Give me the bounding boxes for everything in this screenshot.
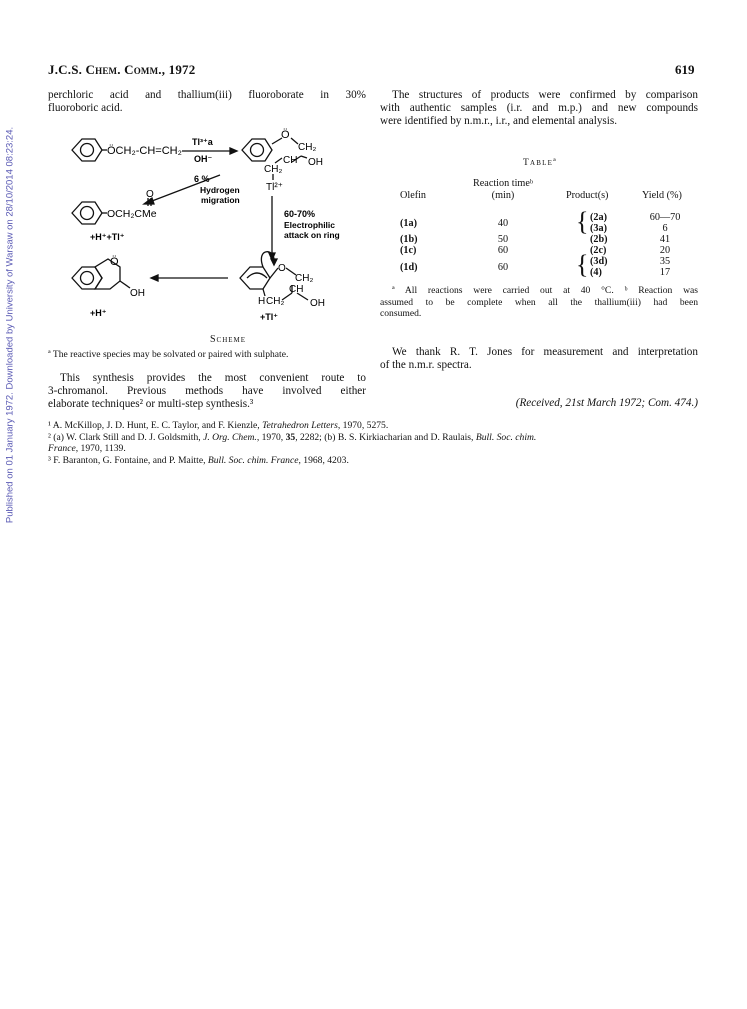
brace-1a: { — [576, 207, 589, 236]
table-note-line-2: assumed to be complete when all the thallium(iii) had been — [380, 296, 698, 308]
electrophilic-label: Electrophilic — [284, 220, 336, 230]
row-product-4: (4) — [590, 267, 602, 278]
table-title: Tableª — [523, 158, 557, 168]
cyclic-ch-label: CH — [289, 284, 304, 295]
reference-3 — [48, 455, 700, 467]
download-side-note-text: Published on 01 January 1972. Downloaded by University of Warsaw on 28/10/2014 08:23:24. — [4, 126, 16, 524]
row-olefin-1a: (1a) — [400, 218, 417, 229]
table-note-line-1: ª All reactions were carried out at 40 °C. ᵇ Reaction was — [392, 285, 698, 296]
ref-3-authors: F. Baranton, G. Fontaine, and P. Maitte, — [50, 454, 208, 466]
intro-line-2: fluoroboric acid. — [48, 102, 123, 114]
reagent-tl-label: Tl³⁺a — [192, 137, 213, 147]
received-date: (Received, 21st March 1972; Com. 474.) — [515, 397, 698, 409]
cyclic-tl-label: +Tl⁺ — [260, 312, 279, 322]
journal-year: , 1972 — [161, 62, 196, 77]
chromanol-oh-label: OH — [130, 288, 145, 299]
ketone-o-label: O — [146, 189, 154, 200]
row-time-1d: 60 — [497, 262, 509, 273]
row-olefin-1c: (1c) — [400, 245, 417, 256]
ref-3-journal: Bull. Soc. chim. France — [207, 454, 299, 466]
row-yield-3a: 6 — [662, 223, 668, 234]
table-note-line-3: consumed. — [380, 308, 422, 319]
row-yield-3d: 35 — [659, 256, 671, 267]
row-yield-2b: 41 — [659, 234, 671, 245]
acknowledgement-paragraph — [380, 346, 698, 372]
percent-6-label: 6 % — [194, 174, 210, 184]
cyclic-ch2-label: CH₂ — [295, 273, 314, 284]
synthesis-line-3: elaborate techniques² or multi-step synthesis.³ — [48, 398, 254, 410]
row-yield-4: 17 — [659, 267, 671, 278]
percent-60-70-label: 60-70% — [284, 209, 316, 219]
benzene-ring-2 — [242, 139, 272, 161]
ref-2-mid2: , 2282; (b) B. S. Kirkiacharian and D. Raulais, — [295, 431, 476, 443]
row-yield-2c: 20 — [659, 245, 671, 256]
reaction-scheme — [60, 118, 360, 330]
row-product-2c: (2c) — [590, 245, 607, 256]
intermediate-ch: CH — [283, 155, 298, 166]
hydrogen-label: Hydrogen — [200, 185, 240, 195]
reagent-oh-label: OH⁻ — [194, 154, 213, 164]
row-time-1a: 40 — [497, 218, 509, 229]
thanks-line-1: We thank R. T. Jones for measurement and interpretation — [392, 346, 698, 358]
ref-1-number: ¹ — [48, 420, 51, 431]
row-olefin-1d: (1d) — [400, 262, 418, 273]
results-table — [380, 176, 698, 279]
migration-label: migration — [201, 195, 240, 205]
ketone-byproducts-label: +H⁺+Tl⁺ — [90, 232, 125, 242]
row-product-3d: (3d) — [590, 256, 608, 267]
ref-1-authors: A. McKillop, J. D. Hunt, E. C. Taylor, and F. Kienzle, — [50, 420, 263, 431]
reference-2-continued — [48, 443, 700, 455]
row-time-1b: 50 — [497, 234, 509, 245]
thanks-line-2: of the n.m.r. spectra. — [380, 359, 472, 371]
structures-line-3: were identified by n.m.r., i.r., and elemental analysis. — [380, 115, 618, 127]
ref-2-part-a: (a) W. Clark Still and D. J. Goldsmith, — [50, 431, 204, 443]
ref-2-journal-2: Bull. Soc. chim. — [475, 431, 537, 443]
ref-1-journal: Tetrahedron Letters — [262, 420, 338, 431]
ref-2-line2-journal: France — [48, 443, 76, 454]
reference-2 — [48, 432, 700, 444]
scheme-caption: Scheme — [209, 334, 247, 345]
benzene-ring-5 — [240, 267, 270, 289]
row-time-1c: 60 — [497, 245, 509, 256]
intermediate-o-label: Ö — [281, 129, 290, 141]
ref-2-mid: , 1970, — [256, 431, 286, 443]
page-number: 619 — [675, 62, 695, 77]
ref-2-number: ² — [48, 431, 51, 443]
benzene-ring-3 — [72, 202, 102, 224]
journal-header — [48, 62, 195, 78]
structures-line-1: The structures of products were confirmed by comparison — [392, 89, 698, 101]
ref-2-journal: J. Org. Chem. — [203, 431, 257, 443]
ref-1-rest: , 1970, 5275. — [337, 420, 389, 431]
table-footnotes — [380, 285, 698, 320]
brace-1d: { — [576, 250, 589, 279]
row-olefin-1b: (1b) — [400, 234, 418, 245]
ref-3-rest: , 1968, 4203. — [298, 454, 349, 466]
intermediate-tl: Tl²⁺ — [266, 182, 283, 193]
structures-line-2: with authentic samples (i.r. and m.p.) and new compounds — [380, 102, 698, 114]
references — [48, 420, 700, 466]
intro-line-1: perchloric acid and thallium(iii) fluoroborate in 30% — [48, 89, 366, 101]
chromanol-o-label: Ö — [110, 256, 119, 268]
synthesis-line-2: 3-chromanol. Previous methods have involved either — [48, 385, 366, 397]
row-product-3a: (3a) — [590, 223, 607, 234]
allyl-ether-label: ÖCH₂-CH=CH₂ — [107, 145, 182, 157]
scheme-footnote: ª The reactive species may be solvated or paired with sulphate. — [48, 349, 289, 360]
synthesis-line-1: This synthesis provides the most convenient route to — [60, 372, 366, 384]
ref-3-number: ³ — [48, 454, 51, 466]
cyclic-h-label: H — [258, 296, 266, 307]
cyclic-ch2b-label: CH₂ — [266, 296, 285, 307]
cyclic-oh-label: OH — [310, 298, 325, 309]
chromanol-h-label: +H⁺ — [90, 308, 107, 318]
intermediate-oh: OH — [308, 157, 323, 168]
header-time-1: Reaction timeᵇ — [472, 178, 534, 189]
ref-2-volume: 35 — [285, 431, 296, 443]
ketone-chain-label: OCH₂CMe — [107, 208, 157, 220]
synthesis-paragraph — [48, 372, 366, 411]
row-yield-2a: 60—70 — [649, 212, 681, 223]
intermediate-ch2: CH₂ — [264, 164, 283, 175]
intro-paragraph — [48, 89, 366, 115]
header-olefin: Olefin — [400, 190, 427, 201]
structures-paragraph — [380, 89, 698, 128]
header-time-2: (min) — [491, 190, 515, 201]
row-product-2b: (2b) — [590, 234, 608, 245]
reference-1 — [48, 420, 700, 432]
benzene-ring-1 — [72, 139, 102, 161]
row-product-2a: (2a) — [590, 212, 607, 223]
header-products: Product(s) — [566, 190, 609, 201]
journal-prefix: J.C.S. — [48, 62, 86, 77]
intermediate-ch2-top: CH₂ — [298, 142, 317, 153]
download-side-note — [2, 40, 18, 610]
header-yield: Yield (%) — [642, 190, 682, 201]
attack-on-ring-label: attack on ring — [284, 230, 340, 240]
journal-name: Chem. Comm. — [85, 62, 162, 77]
cyclic-o-label: O — [278, 263, 286, 274]
ref-2-line2-rest: , 1970, 1139. — [75, 443, 126, 454]
